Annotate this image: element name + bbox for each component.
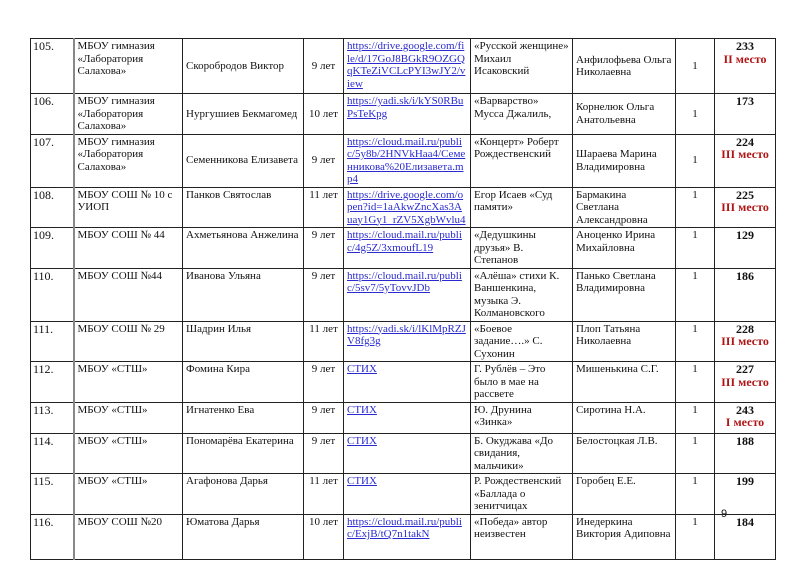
- count-cell: 1: [676, 474, 715, 515]
- participant-name: Панков Святослав: [183, 187, 304, 228]
- age-cell: 9 лет: [304, 402, 344, 433]
- score-value: 233: [736, 39, 754, 53]
- table-row: [31, 228, 776, 269]
- score-value: 224: [736, 134, 754, 149]
- table-row: [31, 321, 776, 362]
- score-cell: [715, 362, 776, 403]
- video-link[interactable]: https://cloud.mail.ru/public/4g5Z/3xmoufL19: [347, 229, 462, 254]
- score-value: 188: [736, 433, 754, 448]
- link-cell: [344, 268, 471, 321]
- school-cell: МБОУ «СТШ»: [74, 433, 183, 474]
- age-cell: 9 лет: [304, 362, 344, 403]
- table-row: [31, 514, 776, 559]
- age-cell: 9 лет: [304, 433, 344, 474]
- table-row: [31, 433, 776, 474]
- count-cell: 1: [676, 134, 715, 187]
- place-award: II место: [723, 51, 767, 66]
- count-cell: 1: [676, 321, 715, 362]
- school-cell: МБОУ СОШ № 10 с УИОП: [74, 187, 183, 228]
- age-cell: 11 лет: [304, 187, 344, 228]
- participant-name: Игнатенко Ева: [183, 402, 304, 433]
- count-cell: 1: [676, 187, 715, 228]
- age-cell: 9 лет: [304, 228, 344, 269]
- row-number: 111.: [31, 321, 74, 362]
- count-cell: 1: [676, 39, 715, 94]
- participant-name: Ахметьянова Анжелина: [183, 228, 304, 269]
- score-cell: [715, 268, 776, 321]
- score-cell: [715, 187, 776, 228]
- place-award: III место: [721, 374, 769, 389]
- video-link[interactable]: https://drive.google.com/open?id=1aAkwZncXas3Auay1Gy1_rZV5XgbWvlu4: [347, 188, 466, 226]
- link-cell: [344, 402, 471, 433]
- table-row: [31, 134, 776, 187]
- row-number: 107.: [31, 134, 74, 187]
- score-value: 227: [736, 362, 754, 376]
- teacher-cell: Панько Светлана Владимировна: [573, 268, 676, 321]
- row-number: 114.: [31, 433, 74, 474]
- teacher-cell: Корнелюк Ольга Анатольевна: [573, 94, 676, 135]
- participant-name: Фомина Кира: [183, 362, 304, 403]
- participant-name: Иванова Ульяна: [183, 268, 304, 321]
- participant-name: Юматова Дарья: [183, 514, 304, 559]
- school-cell: МБОУ СОШ №20: [74, 514, 183, 559]
- place-award: III место: [721, 334, 769, 348]
- score-value: 243: [736, 402, 754, 417]
- row-number: 110.: [31, 268, 74, 321]
- video-link[interactable]: СТИХ: [347, 363, 377, 375]
- teacher-cell: Анфилофьева Ольга Николаевна: [573, 39, 676, 94]
- participant-name: Шадрин Илья: [183, 321, 304, 362]
- count-cell: 1: [676, 433, 715, 474]
- work-cell: Г. Рублёв – Это было в мае на рассвете: [471, 362, 573, 403]
- row-number: 109.: [31, 228, 74, 269]
- row-number: 116.: [31, 514, 74, 559]
- work-cell: «Боевое задание….» С. Сухонин: [471, 321, 573, 362]
- age-cell: 9 лет: [304, 39, 344, 94]
- place-award: I место: [725, 415, 765, 429]
- participant-name: Нургушиев Бекмагомед: [183, 94, 304, 135]
- count-cell: 1: [676, 228, 715, 269]
- link-cell: [344, 362, 471, 403]
- place-award: III место: [721, 147, 769, 161]
- row-number: 105.: [31, 39, 74, 94]
- score-cell: [715, 402, 776, 433]
- work-cell: Р. Рождественский «Баллада о зенитчицах: [471, 474, 573, 515]
- score-cell: [715, 228, 776, 269]
- video-link[interactable]: https://cloud.mail.ru/public/ExjB/tQ7n1takN: [347, 515, 462, 540]
- table-row: [31, 94, 776, 135]
- video-link[interactable]: https://cloud.mail.ru/public/5sv7/5yTovvJDb: [347, 269, 462, 294]
- link-cell: [344, 134, 471, 187]
- age-cell: 11 лет: [304, 321, 344, 362]
- school-cell: МБОУ гимназия «Лаборатория Салахова»: [74, 134, 183, 187]
- video-link[interactable]: СТИХ: [347, 403, 377, 416]
- school-cell: МБОУ СОШ № 29: [74, 321, 183, 362]
- work-cell: «Русской женщине» Михаил Исаковский: [471, 39, 573, 94]
- page-number: 9: [721, 508, 728, 520]
- school-cell: МБОУ «СТШ»: [74, 362, 183, 403]
- school-cell: МБОУ СОШ №44: [74, 268, 183, 321]
- score-cell: [715, 134, 776, 187]
- link-cell: [344, 187, 471, 228]
- count-cell: 1: [676, 402, 715, 433]
- count-cell: 1: [676, 514, 715, 559]
- link-cell: [344, 228, 471, 269]
- work-cell: Б. Окуджава «До свидания, мальчики»: [471, 433, 573, 474]
- teacher-cell: Сиротина Н.А.: [573, 402, 676, 433]
- place-award: III место: [721, 200, 769, 214]
- age-cell: 10 лет: [304, 94, 344, 135]
- row-number: 115.: [31, 474, 74, 515]
- table-row: [31, 268, 776, 321]
- work-cell: Ю. Друнина «Зинка»: [471, 402, 573, 433]
- score-cell: [715, 433, 776, 474]
- score-cell: [715, 514, 776, 559]
- school-cell: МБОУ «СТШ»: [74, 474, 183, 515]
- score-cell: [715, 94, 776, 135]
- table-row: [31, 474, 776, 515]
- link-cell: [344, 94, 471, 135]
- score-value: 199: [736, 474, 754, 488]
- count-cell: 1: [676, 268, 715, 321]
- results-table: [30, 38, 776, 560]
- age-cell: 10 лет: [304, 514, 344, 559]
- school-cell: МБОУ «СТШ»: [74, 402, 183, 433]
- video-link[interactable]: https://yadi.sk/i/lKlMpRZJV8fg3g: [347, 322, 466, 347]
- table-row: [31, 402, 776, 433]
- school-cell: МБОУ СОШ № 44: [74, 228, 183, 269]
- row-number: 108.: [31, 187, 74, 228]
- participant-name: Скоробродов Виктор: [183, 39, 304, 94]
- participant-name: Агафонова Дарья: [183, 474, 304, 515]
- participant-name: Пономарёва Екатерина: [183, 433, 304, 474]
- video-link[interactable]: СТИХ: [347, 434, 377, 447]
- score-cell: [715, 321, 776, 362]
- count-cell: 1: [676, 94, 715, 135]
- link-cell: [344, 321, 471, 362]
- school-cell: МБОУ гимназия «Лаборатория Салахова»: [74, 94, 183, 135]
- score-cell: [715, 39, 776, 94]
- link-cell: [344, 39, 471, 94]
- work-cell: «Варварство» Мусса Джалиль,: [471, 94, 573, 135]
- score-value: 129: [736, 228, 754, 242]
- score-value: 225: [736, 187, 754, 202]
- link-cell: [344, 514, 471, 559]
- teacher-cell: Плоп Татьяна Николаевна: [573, 321, 676, 362]
- work-cell: «Концерт» Роберт Рождественский: [471, 134, 573, 187]
- count-cell: 1: [676, 362, 715, 403]
- score-value: 184: [736, 514, 754, 529]
- work-cell: «Дедушкины друзья» В. Степанов: [471, 228, 573, 269]
- teacher-cell: Белостоцкая Л.В.: [573, 433, 676, 474]
- work-cell: «Алёша» стихи К. Ваншенкина, музыка Э. Колмановского: [471, 268, 573, 321]
- row-number: 113.: [31, 402, 74, 433]
- school-cell: МБОУ гимназия «Лаборатория Салахова»: [74, 39, 183, 94]
- age-cell: 9 лет: [304, 134, 344, 187]
- table-row: [31, 187, 776, 228]
- video-link[interactable]: https://yadi.sk/i/kYS0RBuPsTeKpg: [347, 95, 464, 120]
- teacher-cell: Аноценко Ирина Михайловна: [573, 228, 676, 269]
- work-cell: Егор Исаев «Суд памяти»: [471, 187, 573, 228]
- video-link[interactable]: СТИХ: [347, 475, 377, 487]
- video-link[interactable]: https://cloud.mail.ru/public/5y8b/2HNVkHaa4/Семенникова%20Елизавета.mp4: [347, 135, 466, 185]
- score-value: 228: [736, 321, 754, 336]
- row-number: 112.: [31, 362, 74, 403]
- age-cell: 11 лет: [304, 474, 344, 515]
- score-value: 186: [736, 268, 754, 283]
- link-cell: [344, 474, 471, 515]
- table-row: [31, 39, 776, 94]
- teacher-cell: Мишенькина С.Г.: [573, 362, 676, 403]
- score-value: 173: [736, 94, 754, 108]
- work-cell: «Победа» автор неизвестен: [471, 514, 573, 559]
- teacher-cell: Шараева Марина Владимировна: [573, 134, 676, 187]
- teacher-cell: Горобец Е.Е.: [573, 474, 676, 515]
- participant-name: Семенникова Елизавета: [183, 134, 304, 187]
- video-link[interactable]: https://drive.google.com/file/d/17GoJ8BGkR9OZGQqKTeZiVCLcPYI3wJY2/view: [347, 40, 466, 90]
- teacher-cell: Инедеркина Виктория Адиповна: [573, 514, 676, 559]
- teacher-cell: Бармакина Светлана Александровна: [573, 187, 676, 228]
- link-cell: [344, 433, 471, 474]
- age-cell: 9 лет: [304, 268, 344, 321]
- row-number: 106.: [31, 94, 74, 135]
- table-row: [31, 362, 776, 403]
